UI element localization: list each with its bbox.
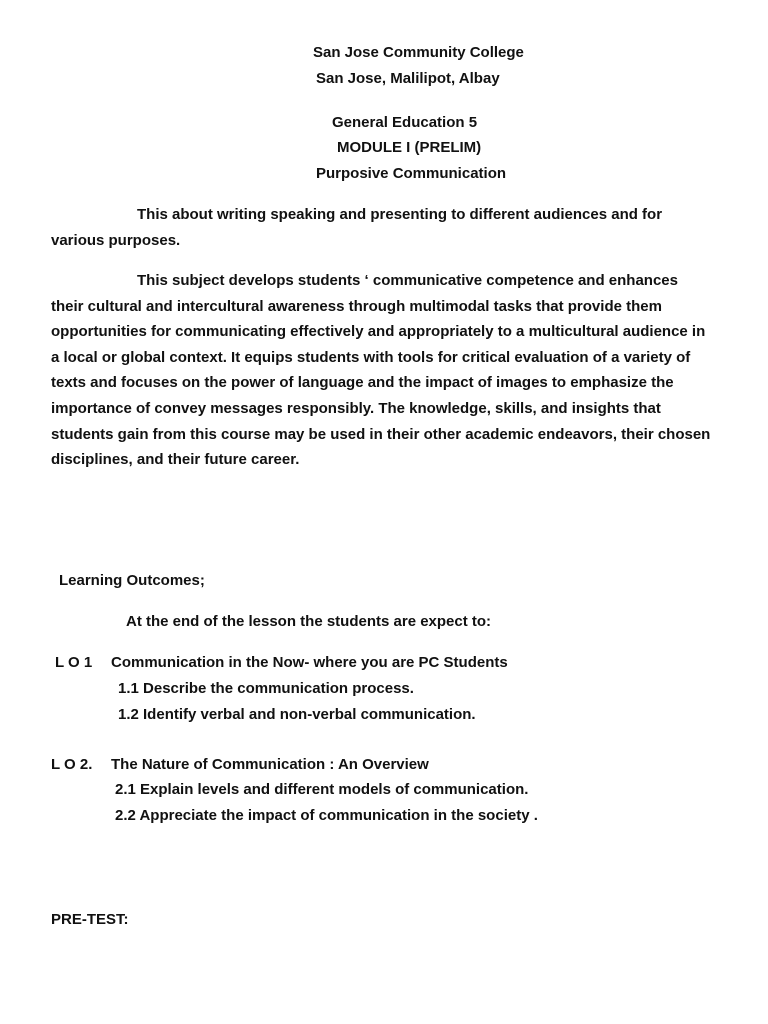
lo2-title: The Nature of Communication : An Overview bbox=[111, 756, 429, 773]
subject-title: Purposive Communication bbox=[316, 165, 507, 182]
lo1-label: L O 1 bbox=[55, 654, 93, 671]
module-title: MODULE I (PRELIM) bbox=[337, 139, 482, 156]
lo2-item: 2.1 Explain levels and different models of communication. bbox=[115, 781, 529, 798]
lo1-title: Communication in the Now- where you are PC Students bbox=[111, 654, 508, 671]
course-title: General Education 5 bbox=[332, 114, 478, 131]
learning-outcomes-heading: Learning Outcomes; bbox=[59, 572, 205, 589]
institution-name: San Jose Community College bbox=[313, 44, 524, 61]
lo2-label: L O 2. bbox=[51, 756, 93, 773]
learning-outcomes-lead: At the end of the lesson the students are expect to: bbox=[126, 613, 492, 630]
intro-paragraph-2-text: This subject develops students ‘ communicative competence and enhances their cultural and intercultural awareness through multimodal tasks that provide them opportunities for communicating effectively and appropriately to a multicultural audience in a local or global context. It equips students with tools for critical evaluation of a variety of texts and focuses on the power of language and the impact of images to emphasize the importance of convey messages responsibly. The knowledge, skills, and insights that students gain from this course may be used in their other academic endeavors, their chosen disciplines, and their future career. bbox=[51, 272, 711, 469]
institution-address: San Jose, Malilipot, Albay bbox=[316, 70, 500, 87]
intro-paragraph-2 bbox=[51, 268, 711, 473]
lo2-item: 2.2 Appreciate the impact of communication in the society . bbox=[115, 807, 538, 824]
lo1-item: 1.1 Describe the communication process. bbox=[118, 680, 414, 697]
intro-paragraph-1 bbox=[51, 202, 711, 253]
pretest-heading: PRE-TEST: bbox=[51, 911, 129, 928]
intro-paragraph-1-text: This about writing speaking and presenting to different audiences and for various purposes. bbox=[51, 206, 663, 249]
lo1-item: 1.2 Identify verbal and non-verbal communication. bbox=[118, 706, 476, 723]
